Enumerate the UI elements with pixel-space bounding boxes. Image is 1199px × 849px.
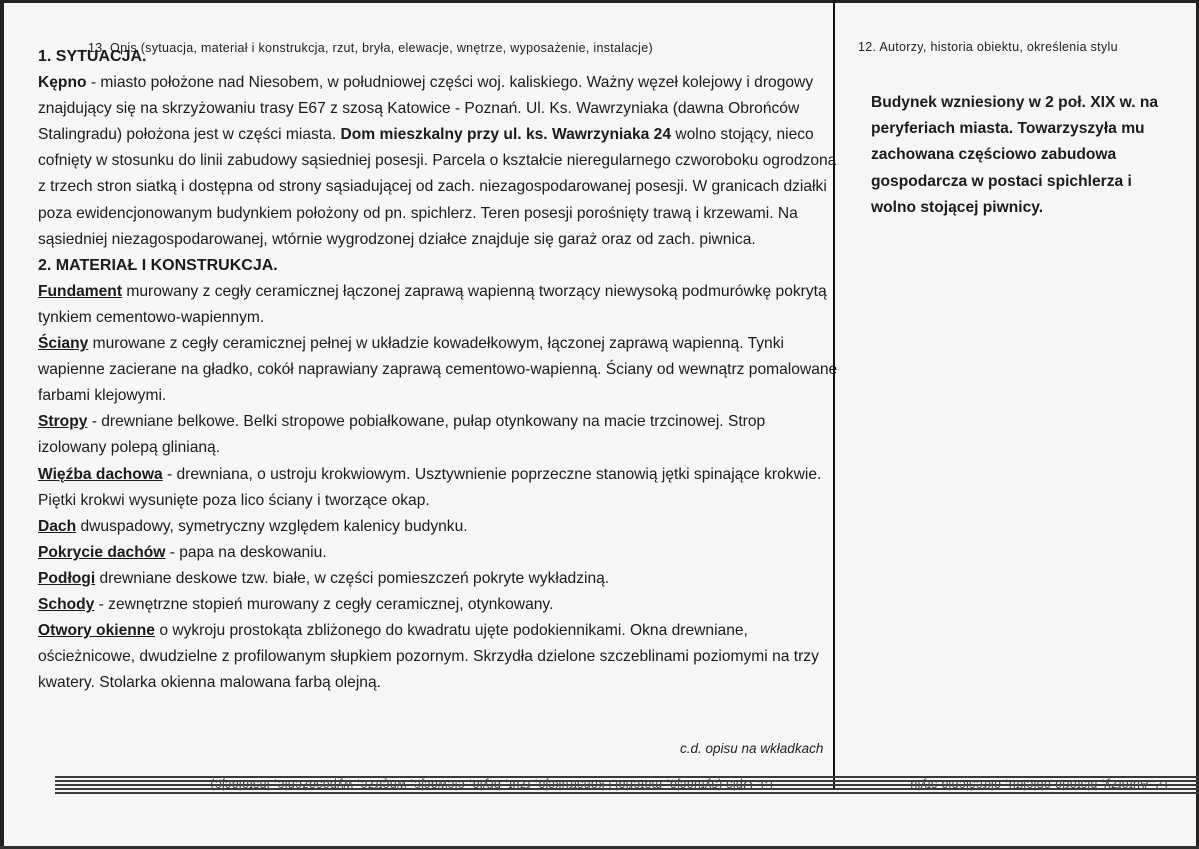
material-item [38, 409, 838, 461]
mirrored-history-header: 12. Autorzy, historia obiektu, określenia stylu [910, 778, 1170, 792]
material-item [38, 279, 838, 331]
material-item [38, 331, 838, 409]
section-material [38, 253, 838, 279]
continuation-note: c.d. opisu na wkładkach [680, 741, 824, 756]
material-label: Fundament [38, 282, 123, 300]
material-text: dwuspadowy, symetryczny względem kalenicy budynku. [76, 517, 468, 535]
material-label: Dach [38, 517, 77, 535]
description-field-header: 13. Opis (sytuacja, materiał i konstrukcja, rzut, bryła, elewacje, wnętrze, wyposażenie, instalacje) [88, 41, 653, 55]
material-item [38, 514, 838, 540]
material-text: murowane z cegły ceramicznej pełnej w układzie kowadełkowym, łączonej zaprawą wapienną. Tynki wapienne zacierane na gładko, cokół naprawiany zaprawą cementowo-wapienną. Ściany od wewnątrz pomalowane farbami klejowymi. [38, 335, 838, 405]
material-label: Otwory okienne [38, 622, 155, 640]
material-label: Pokrycie dachów [38, 543, 166, 561]
stripe-line [55, 792, 1199, 794]
material-text: - papa na deskowaniu. [165, 543, 327, 561]
material-item [38, 566, 838, 592]
material-item [38, 618, 838, 696]
material-text: drewniane deskowe tzw. białe, w części pomieszczeń pokryte wykładziną. [95, 569, 610, 587]
mirrored-description-header: 13. Opis (sytuacja, materiał i konstrukcja, rzut, bryła, elewacje, wnętrze, wyposażenie, instalacje) [210, 778, 775, 792]
material-label: Stropy [38, 413, 88, 431]
material-item [38, 540, 838, 566]
material-label: Ściany [38, 335, 89, 353]
material-label: Schody [38, 595, 95, 613]
situation-text-b: wolno stojący, nieco cofnięty w stosunku do linii zabudowy sąsiedniej posesji. Parcela o kształcie nieregularnego czworoboku ogrodzona z trzech stron siatką i dostępna od strony sąsiadującej od zach. niezagospodarowanej posesji. W granicach działki poza ewidencjonowanym budynkiem położony od pn. spichlerz. Teren posesji porośnięty trawą i krzewami. Na sąsiedniej niezagospodarowanej, wtórnie wygrodzonej działce znajduje się garaż oraz od zach. piwnica. [38, 126, 837, 248]
material-text: - zewnętrzne stopień murowany z cegły ceramicznej, otynkowany. [94, 595, 554, 613]
section-situation [38, 44, 838, 253]
building-emphasis: Dom mieszkalny przy ul. ks. Wawrzyniaka 24 [340, 126, 671, 144]
material-text: - drewniana, o ustroju krokwiowym. Usztywnienie poprzeczne stanowią jętki spinające krokwie. Piętki krokwi wysunięte poza lico ściany i tworzące okap. [38, 465, 822, 509]
material-label: Podłogi [38, 569, 96, 587]
material-item [38, 592, 838, 618]
history-text: Budynek wzniesiony w 2 poł. XIX w. na peryferiach miasta. Towarzyszyła mu zachowana częściowo zabudowa gospodarcza w postaci spichlerza i wolno stojącej piwnicy. [871, 94, 1159, 216]
material-text: murowany z cegły ceramicznej łączonej zaprawą wapienną tworzący niewysoką podmurówkę pokrytą tynkiem cementowo-wapiennym. [38, 282, 827, 326]
description-text [38, 44, 838, 696]
card-border-left [0, 0, 4, 849]
material-label: Więźba dachowa [38, 465, 163, 483]
material-item [38, 462, 838, 514]
town-name: Kępno [38, 74, 87, 92]
section-title-situation: 1. SYTUACJA. [38, 48, 147, 65]
section-title-material: 2. MATERIAŁ I KONSTRUKCJA. [38, 256, 278, 274]
material-text: o wykroju prostokąta zbliżonego do kwadratu ujęte podokiennikami. Okna drewniane, ościeżnicowe, dwudzielne z profilowanym słupkiem pozornym. Skrzydła dzielone szczeblinami poziomymi na trzy kwatery. Stolarka okienna malowana farbą olejną. [38, 622, 819, 692]
situation-text-a: - miasto położone nad Niesobem, w południowej części woj. kaliskiego. Ważny węzeł kolejowy i drogowy znajdujący się na skrzyżowaniu trasy E67 z szosą Katowice - Poznań. Ul. Ks. Wawrzyniaka (dawna Obrońców Stalingradu) położona jest w części miasta. [38, 74, 814, 144]
card-border-top [0, 0, 1199, 3]
history-field-header: 12. Autorzy, historia obiektu, określenia stylu [858, 40, 1118, 54]
material-text: - drewniane belkowe. Belki stropowe pobiałkowane, pułap otynkowany na macie trzcinowej. Strop izolowany polepą glinianą. [38, 413, 766, 457]
